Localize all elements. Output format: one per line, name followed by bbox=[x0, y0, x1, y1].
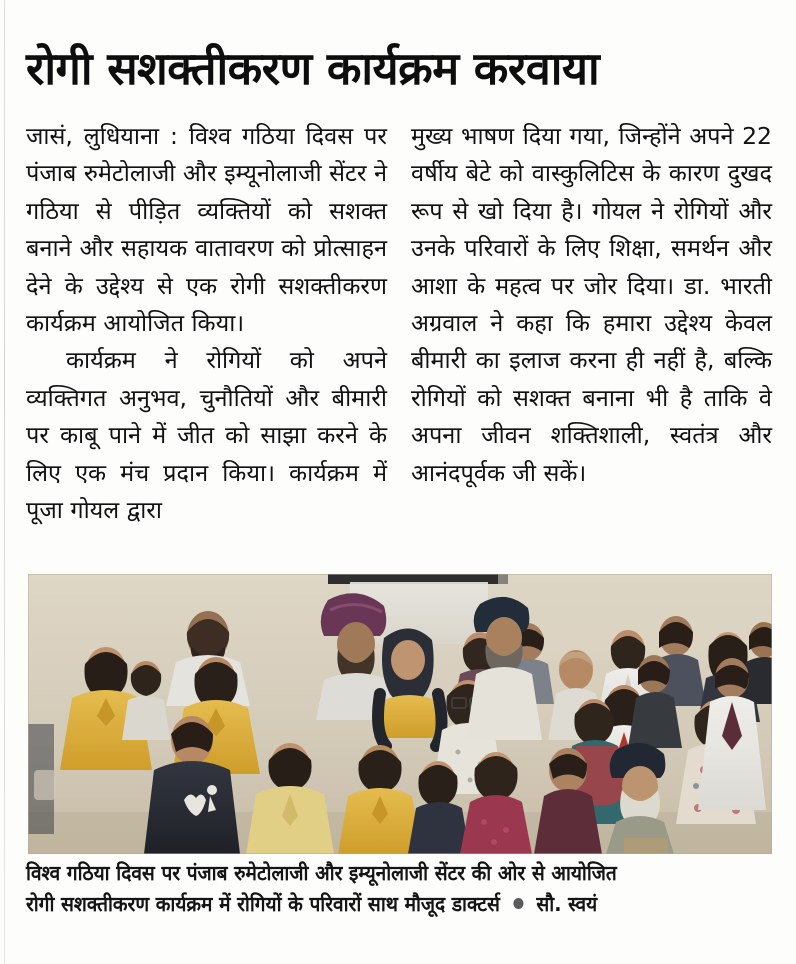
caption-line-2: रोगी सशक्तीकरण कार्यक्रम में रोगियों के परिवारों साथ मौजूद डाक्टर्स bbox=[26, 892, 500, 916]
paragraph: कार्यक्रम ने रोगियों को अपने व्यक्तिगत अनुभव, चुनौतियों और बीमारी पर काबू पाने में जीत को साझा करने के लिए एक मंच प्रदान किया। कार्यक्रम में पूजा गोयल द्वारा bbox=[26, 346, 387, 525]
paragraph: जासं, लुधियाना : विश्व गठिया दिवस पर पंजाब रुमेटोलाजी और इम्यूनोलाजी सेंटर ने गठिया से पीड़ित व्यक्तियों को सशक्त बनाने और सहायक वातावरण को प्रोत्साहन देने के उद्देश्य से एक रोगी सशक्तीकरण कार्यक्रम आयोजित किया। bbox=[26, 122, 387, 338]
scan-edge-line bbox=[4, 0, 5, 964]
page-title: रोगी सशक्तीकरण कार्यक्रम करवाया bbox=[26, 42, 600, 95]
paragraph: मुख्य भाषण दिया गया, जिन्होंने अपने 22 वर्षीय बेटे को वास्कुलिटिस के कारण दुखद रूप से खो दिया है। गोयल ने रोगियों और उनके परिवारों के लिए शिक्षा, समर्थन और आशा के महत्व पर जोर दिया। डा. भारती अग्रवाल ने कहा कि हमारा उद्देश्य केवल बीमारी का इलाज करना ही नहीं है, बल्कि रोगियों को सशक्त बनाना भी है ताकि वे अपना जीवन शक्तिशाली, स्वतंत्र और आनंदपूर्वक जी सकें। bbox=[411, 122, 772, 487]
article-photo bbox=[28, 574, 772, 854]
bullet-icon bbox=[513, 898, 523, 909]
article-column-right bbox=[411, 118, 772, 566]
article-body bbox=[26, 118, 772, 566]
caption-line-2-wrapper bbox=[26, 889, 725, 920]
caption-line-1: विश्व गठिया दिवस पर पंजाब रुमेटोलाजी और इम्यूनोलाजी सेंटर की ओर से आयोजित bbox=[26, 861, 617, 885]
article-column-left bbox=[26, 118, 387, 566]
photo-credit: सौ. स्वयं bbox=[536, 892, 598, 916]
photo-caption bbox=[26, 858, 725, 920]
